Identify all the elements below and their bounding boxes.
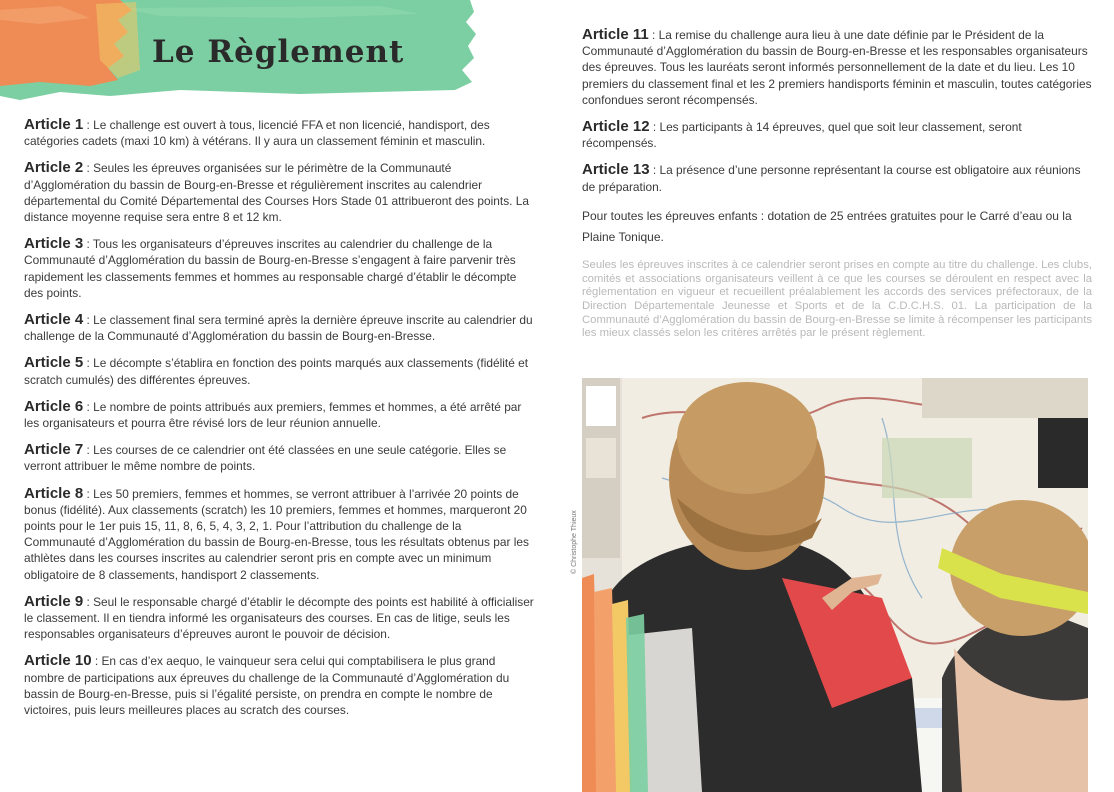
left-articles-column: [24, 117, 536, 729]
article-9: [24, 594, 536, 643]
article-4: [24, 312, 536, 344]
article-text: : En cas d’ex aequo, le vainqueur sera celui qui comptabilisera le plus grand nombre de participations aux épreuves du challenge de la Communauté d’Agglomération du bassin de Bourg-en-Bresse, puis si l’égalité persiste, on prendra en compte le nombre de victoires, puis leurs meilleures places au scratch des courses.: [24, 654, 510, 718]
article-label: Article 7: [24, 441, 84, 459]
runners-map-photo: [582, 378, 1088, 792]
article-text: : Le challenge est ouvert à tous, licencié FFA et non licencié, handisport, des catégories cadets (maxi 10 km) à vétérans. Il y aura un classement féminin et masculin.: [24, 118, 490, 149]
article-label: Article 5: [24, 354, 84, 372]
article-2: [24, 160, 536, 225]
article-label: Article 10: [24, 652, 92, 670]
article-label: Article 3: [24, 235, 84, 253]
article-1: [24, 117, 536, 149]
article-text: : Le nombre de points attribués aux premiers, femmes et hommes, a été arrêté par les organisateurs et pourra être révisé lors de leur réunion annuelle.: [24, 399, 522, 431]
article-3: [24, 236, 536, 301]
article-label: Article 1: [24, 116, 84, 133]
article-label: Article 8: [24, 484, 84, 502]
article-text: : Seules les épreuves organisées sur le périmètre de la Communauté d’Agglomération du bassin de Bourg-en-Bresse et régulièrement inscrites au calendrier départemental du Comité Départemental des Courses Hors Stade 01 attribueront des points. La distance moyenne requise sera entre 8 et 12 km.: [24, 161, 529, 225]
article-8: [24, 486, 536, 583]
article-text: : La remise du challenge aura lieu à une date définie par le Président de la Communauté d’Agglomération du bassin de Bourg-en-Bresse et les responsables organisateurs des épreuves. Tous les lauréats seront informés personnellement de la date et du lieu. Les 10 premiers du classement final et les 2 premiers handisports féminin et masculin, toutes catégories confondues seront récompensés.: [582, 28, 1092, 107]
article-text: : Les 50 premiers, femmes et hommes, se verront attribuer à l’arrivée 20 points de bonus (fidélité). Aux classements (scratch) les 10 premiers, femmes et hommes, marqueront 20 points pour le 1er puis 15, 11, 8, 6, 5, 4, 3, 2, 1. Pour l’attribution du challenge de la Communauté d’Agglomération du bassin de Bourg-en-Bresse, tous les résultats obtenus par les athlètes dans les courses inscrites au calendrier seront pris en compte avec un minimum obligatoire de 8 classements, handisport 2 classements.: [24, 486, 529, 582]
article-label: Article 12: [582, 118, 650, 136]
article-text: : Le classement final sera terminé après la dernière épreuve inscrite au calendrier du challenge de la Communauté d’Agglomération du bassin de Bourg-en-Bresse.: [24, 313, 533, 344]
article-text: : Le décompte s’établira en fonction des points marqués aux classements (fidélité et scratch cumulés) des différentes épreuves.: [24, 356, 529, 387]
photo-credit: © Christophe Thieux: [571, 510, 578, 574]
article-10: [24, 653, 536, 718]
article-label: Article 6: [24, 397, 84, 415]
article-12: [582, 119, 1092, 151]
article-text: : Les courses de ce calendrier ont été classées en une seule catégorie. Elles se verront attribuer le même nombre de points.: [24, 443, 507, 474]
article-text: : La présence d’une personne représentant la course est obligatoire aux réunions de préparation.: [582, 163, 1081, 194]
right-articles-column: [582, 27, 1092, 341]
article-7: [24, 442, 536, 474]
article-13: [582, 162, 1092, 194]
fine-print: Seules les épreuves inscrites à ce calendrier seront prises en compte au titre du challenge. Les clubs, comités et associations organisateurs veillent à ce que les courses se déroulent en respect avec la réglementation en vigueur et recueillent préalablement les accords des services préfectoraux, de la Direction Départementale Jeunesse et Sports et de la C.D.C.H.S. 01. La participation de la Communauté d’Agglomération du bassin de Bourg-en-Bresse se limite à récompenser les participants les mieux classés selon les critères arrêtés par le présent règlement.: [582, 258, 1092, 340]
article-11: [582, 27, 1092, 108]
article-text: : Tous les organisateurs d’épreuves inscrites au calendrier du challenge de la Communauté d’Agglomération du bassin de Bourg-en-Bresse s’engagent à faire parvenir très rapidement les classements femmes et hommes au responsable chargé d’établir le décompte des points.: [24, 237, 517, 300]
article-label: Article 4: [24, 311, 84, 329]
article-6: [24, 399, 536, 431]
article-label: Article 2: [24, 159, 84, 177]
article-label: Article 13: [582, 161, 650, 179]
article-label: Article 9: [24, 592, 84, 610]
article-5: [24, 355, 536, 387]
article-text: : Seul le responsable chargé d’établir le décompte des points est habilité à officialiser le classement. Il en tiendra informé les organisateurs des courses. En cas de litige, seuls les responsables organisateurs d’épreuves auront le pouvoir de décision.: [24, 594, 534, 642]
article-text: : Les participants à 14 épreuves, quel que soit leur classement, seront récompensés.: [582, 120, 1022, 151]
page-title: Le Règlement: [152, 34, 405, 70]
kids-note: Pour toutes les épreuves enfants : dotation de 25 entrées gratuites pour le Carré d’eau ou la Plaine Tonique.: [582, 208, 1072, 245]
article-label: Article 11: [582, 26, 649, 43]
